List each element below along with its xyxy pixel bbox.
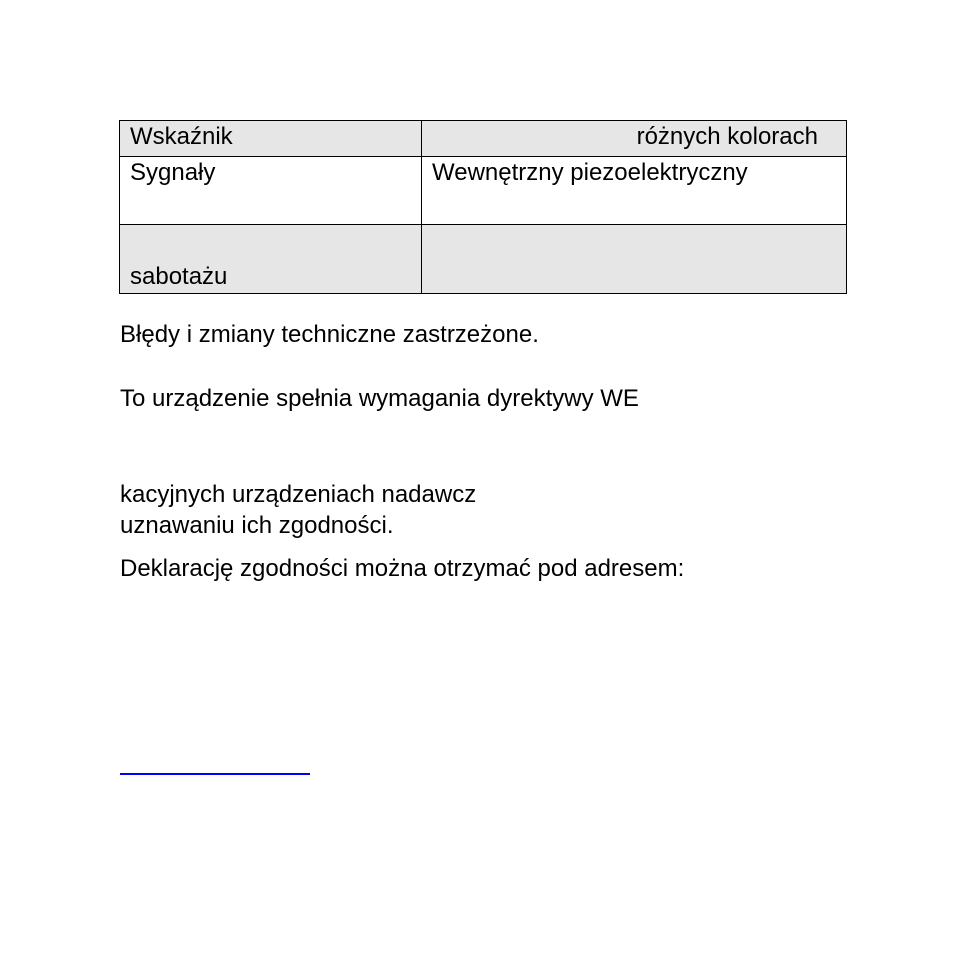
row-value-indicator: różnych kolorach	[422, 121, 847, 157]
row-label-tamper: sabotażu	[120, 225, 422, 294]
table-row	[120, 225, 847, 294]
telecom-text-line-2: uznawaniu ich zgodności.	[120, 512, 394, 539]
link-underline[interactable]	[120, 773, 310, 775]
spec-table	[119, 120, 847, 294]
row-label-indicator: Wskaźnik	[120, 121, 422, 157]
row-label-signals: Sygnały	[120, 157, 422, 225]
directive-text: To urządzenie spełnia wymagania dyrektywy WE	[120, 385, 639, 412]
telecom-text-line-1: kacyjnych urządzeniach nadawcz	[120, 481, 477, 508]
table-row	[120, 157, 847, 225]
errors-note: Błędy i zmiany techniczne zastrzeżone.	[120, 321, 539, 348]
declaration-text: Deklarację zgodności można otrzymać pod adresem:	[120, 555, 685, 582]
row-value-signals: Wewnętrzny piezoelektryczny	[422, 157, 847, 225]
table-row	[120, 121, 847, 157]
row-value-tamper	[422, 225, 847, 294]
